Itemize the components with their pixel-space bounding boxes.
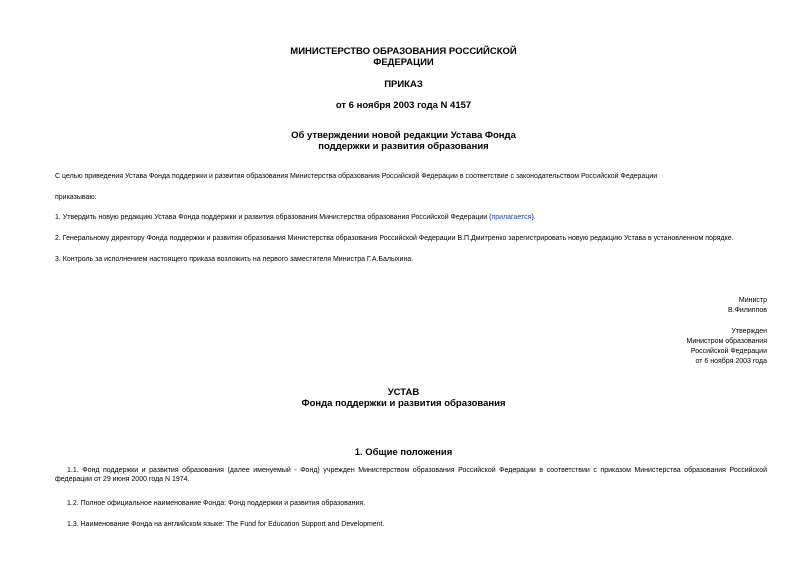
paragraph-1-1: 1.1. Фонд поддержки и развития образования (далее именуемый - Фонд) учрежден Министерством образования Российской Федерации в соответствии с приказом Министерства образования Российской федерации от 29 июня 2000 года N 1974. — [55, 467, 767, 483]
approval-line1: Утвержден — [731, 328, 767, 335]
attachment-link[interactable]: прилагается — [491, 214, 532, 221]
approval-line4: от 6 ноября 2003 года — [695, 358, 767, 365]
order-word: приказываю: — [55, 194, 97, 201]
charter-title: УСТАВ — [387, 387, 420, 398]
doc-title-line1: Об утверждении новой редакции Устава Фонда — [291, 130, 516, 141]
ministry-line2: ФЕДЕРАЦИИ — [373, 57, 434, 68]
doc-type: ПРИКАЗ — [384, 79, 423, 90]
charter-subtitle: Фонда поддержки и развития образования — [301, 398, 506, 409]
approval-line2: Министром образования — [686, 338, 767, 345]
doc-date: от 6 ноября 2003 года N 4157 — [335, 100, 472, 111]
ministry-line1: МИНИСТЕРСТВО ОБРАЗОВАНИЯ РОССИЙСКОЙ — [290, 46, 517, 57]
signature-name: В.Филиппов — [727, 307, 767, 314]
intro-paragraph: С целью приведения Устава Фонда поддержки и развития образования Министерства образования Российской Федерации в соответствие с законодательством Российской Федерации — [55, 173, 658, 180]
doc-title-line2: поддержки и развития образования — [318, 141, 489, 152]
paragraph-1-2: 1.2. Полное официальное наименование Фонда: Фонд поддержки и развития образования. — [67, 500, 366, 507]
order-item-1-end: ). — [531, 214, 536, 221]
approval-line3: Российской Федерации — [690, 348, 767, 355]
paragraph-1-3: 1.3. Наименование Фонда на английском языке: The Fund for Education Support and Development. — [67, 521, 385, 528]
signature-role: Министр — [738, 297, 767, 304]
order-item-1 — [55, 213, 536, 222]
order-item-2: 2. Генеральному директору Фонда поддержки и развития образования Министерства образования Российской Федерации В.П.Дмитренко зарегистрировать новую редакцию Устава в установленном порядке. — [55, 235, 734, 242]
order-item-3: 3. Контроль за исполнением настоящего приказа возложить на первого заместителя Министра Г.А.Балыхина. — [55, 256, 414, 263]
section-1-title: 1. Общие положения — [354, 447, 453, 458]
order-item-1-text: 1. Утвердить новую редакцию Устава Фонда поддержки и развития образования Министерства образования Российской Федерации ( — [55, 214, 492, 221]
